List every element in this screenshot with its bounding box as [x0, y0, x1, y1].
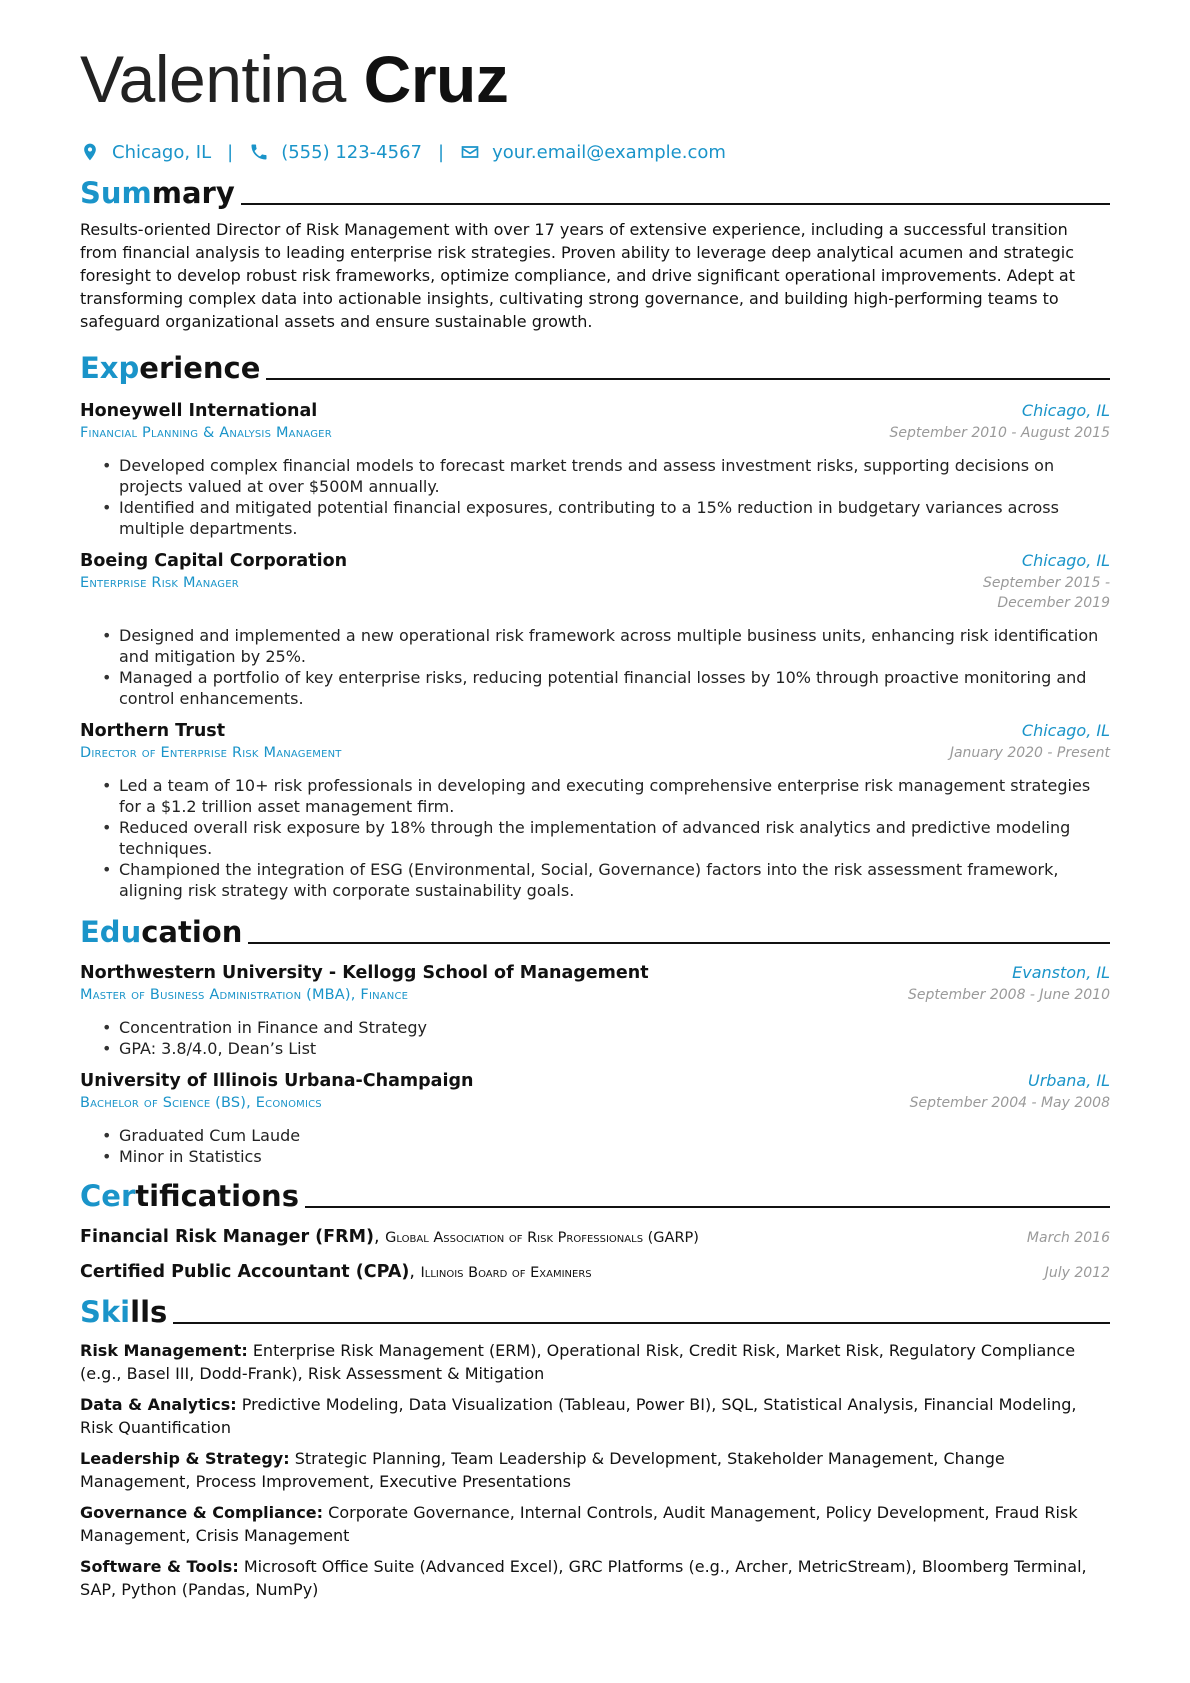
list-item: • Minor in Statistics: [102, 1146, 1110, 1167]
education-bullets: [102, 1125, 1110, 1167]
certification-item: Financial Risk Manager (FRM), Global Association of Risk Professionals (GARP) March 2016: [80, 1227, 1110, 1247]
school-location: Urbana, IL: [1028, 1071, 1110, 1090]
section-divider: [241, 203, 1110, 205]
skill-category: Governance & Compliance:: [80, 1503, 324, 1522]
skill-list: Enterprise Risk Management (ERM), Operational Risk, Credit Risk, Market Risk, Regulatory Compliance (e.g., Basel III, Dodd-Frank), Risk Assessment & Mitigation: [80, 1341, 1076, 1383]
cert-date: March 2016: [1026, 1230, 1110, 1246]
skills-heading: [80, 1291, 1110, 1329]
job-location: Chicago, IL: [1021, 721, 1110, 740]
skill-list: Microsoft Office Suite (Advanced Excel), GRC Platforms (e.g., Archer, MetricStream), Bloomberg Terminal, SAP, Python (Pandas, NumPy): [80, 1557, 1087, 1599]
company-name: Northern Trust: [80, 721, 226, 741]
skill-list: Strategic Planning, Team Leadership & Development, Stakeholder Management, Change Management, Process Improvement, Executive Presentations: [80, 1449, 1005, 1491]
school-dates: September 2004 - May 2008: [909, 1095, 1110, 1111]
first-name: Valentina: [80, 42, 346, 116]
job-dates: September 2010 - August 2015: [889, 425, 1110, 441]
education-entry: [80, 1069, 1110, 1167]
email-text: your.email@example.com: [492, 141, 726, 163]
skill-category: Risk Management:: [80, 1341, 248, 1360]
phone-icon: [249, 142, 269, 162]
school-name: Northwestern University - Kellogg School of Management: [80, 963, 649, 983]
last-name: Cruz: [363, 42, 509, 116]
education-heading: [80, 911, 1110, 949]
school-dates: September 2008 - June 2010: [908, 987, 1110, 1003]
list-item: • Graduated Cum Laude: [102, 1125, 1110, 1146]
cert-name: Financial Risk Manager (FRM): [80, 1227, 375, 1247]
section-title: Skills: [80, 1295, 168, 1329]
contact-location: [80, 142, 211, 163]
list-item: • Managed a portfolio of key enterprise risks, reducing potential financial losses by 10% through proactive monitoring and control enhancements.: [102, 667, 1110, 709]
map-pin-icon: [80, 142, 100, 162]
job-title: Director of Enterprise Risk Management: [80, 745, 342, 761]
job-bullets: [102, 775, 1110, 901]
job-dates: January 2020 - Present: [949, 745, 1110, 761]
location-text: Chicago, IL: [112, 141, 212, 163]
skill-row: [80, 1339, 1110, 1385]
summary-heading: [80, 172, 1110, 210]
school-name: University of Illinois Urbana-Champaign: [80, 1071, 474, 1091]
degree: Bachelor of Science (BS), Economics: [80, 1095, 322, 1111]
cert-issuer: Illinois Board of Examiners: [420, 1265, 592, 1281]
cert-date: July 2012: [1044, 1265, 1110, 1281]
section-divider: [305, 1206, 1110, 1208]
contact-separator: |: [227, 141, 234, 163]
degree: Master of Business Administration (MBA), Finance: [80, 987, 409, 1003]
job-bullets: [102, 455, 1110, 539]
skill-row: [80, 1393, 1110, 1439]
education-bullets: [102, 1017, 1110, 1059]
company-name: Boeing Capital Corporation: [80, 551, 348, 571]
list-item: • GPA: 3.8/4.0, Dean’s List: [102, 1038, 1110, 1059]
skill-row: [80, 1447, 1110, 1493]
contact-email[interactable]: [460, 142, 726, 163]
candidate-name: [80, 40, 1110, 118]
skill-list: Predictive Modeling, Data Visualization (Tableau, Power BI), SQL, Statistical Analysis, Financial Modeling, Risk Quantification: [80, 1395, 1077, 1437]
certifications-heading: [80, 1175, 1110, 1213]
list-item: • Identified and mitigated potential financial exposures, contributing to a 15% reduction in budgetary variances across multiple departments.: [102, 497, 1110, 539]
skill-category: Leadership & Strategy:: [80, 1449, 290, 1468]
list-item: • Championed the integration of ESG (Environmental, Social, Governance) factors into the risk assessment framework, aligning risk strategy with corporate sustainability goals.: [102, 859, 1110, 901]
job-bullets: [102, 625, 1110, 709]
experience-heading: [80, 347, 1110, 385]
job-title: Enterprise Risk Manager: [80, 575, 239, 591]
section-divider: [266, 378, 1110, 380]
cert-name: Certified Public Accountant (CPA): [80, 1262, 410, 1282]
certification-item: Certified Public Accountant (CPA), Illinois Board of Examiners July 2012: [80, 1262, 1110, 1282]
section-title: Education: [80, 915, 243, 949]
section-title: Summary: [80, 176, 235, 210]
section-title: Experience: [80, 351, 261, 385]
skill-category: Software & Tools:: [80, 1557, 239, 1576]
section-divider: [248, 942, 1110, 944]
skill-row: [80, 1555, 1110, 1601]
job-location: Chicago, IL: [1021, 551, 1110, 570]
skill-list: Corporate Governance, Internal Controls, Audit Management, Policy Development, Fraud Risk Management, Crisis Management: [80, 1503, 1078, 1545]
contact-bar: [80, 138, 1110, 166]
job-title: Financial Planning & Analysis Manager: [80, 425, 332, 441]
cert-issuer: Global Association of Risk Professionals (GARP): [385, 1230, 699, 1246]
job-location: Chicago, IL: [1021, 401, 1110, 420]
envelope-icon: [460, 142, 480, 162]
school-location: Evanston, IL: [1012, 963, 1110, 982]
skill-row: [80, 1501, 1110, 1547]
summary-text: Results-oriented Director of Risk Management with over 17 years of extensive experience, including a successful transition from financial analysis to leading enterprise risk strategies. Proven ability to leverage deep analytical acumen and strategic foresight to develop robust risk frameworks, optimize compliance, and drive significant operational improvements. Adept at transforming complex data into actionable insights, cultivating strong governance, and building high-performing teams to safeguard organizational assets and ensure sustainable growth.: [80, 220, 1076, 331]
contact-separator: |: [438, 141, 445, 163]
company-name: Honeywell International: [80, 401, 318, 421]
phone-text: (555) 123-4567: [281, 141, 422, 163]
list-item: • Designed and implemented a new operational risk framework across multiple business units, enhancing risk identification and mitigation by 25%.: [102, 625, 1110, 667]
education-entry: [80, 961, 1110, 1059]
list-item: • Reduced overall risk exposure by 18% through the implementation of advanced risk analytics and predictive modeling techniques.: [102, 817, 1110, 859]
skill-category: Data & Analytics:: [80, 1395, 237, 1414]
list-item: • Developed complex financial models to forecast market trends and assess investment risks, supporting decisions on projects valued at over $500M annually.: [102, 455, 1110, 497]
job-dates: September 2015 - December 2019: [983, 575, 1110, 611]
experience-entry: [80, 399, 1110, 539]
contact-phone[interactable]: [249, 142, 422, 163]
section-title: Certifications: [80, 1179, 299, 1213]
list-item: • Led a team of 10+ risk professionals in developing and executing comprehensive enterprise risk management strategies for a $1.2 trillion asset management firm.: [102, 775, 1110, 817]
list-item: • Concentration in Finance and Strategy: [102, 1017, 1110, 1038]
experience-entry: [80, 549, 1110, 709]
experience-entry: [80, 719, 1110, 901]
section-divider: [173, 1322, 1110, 1324]
